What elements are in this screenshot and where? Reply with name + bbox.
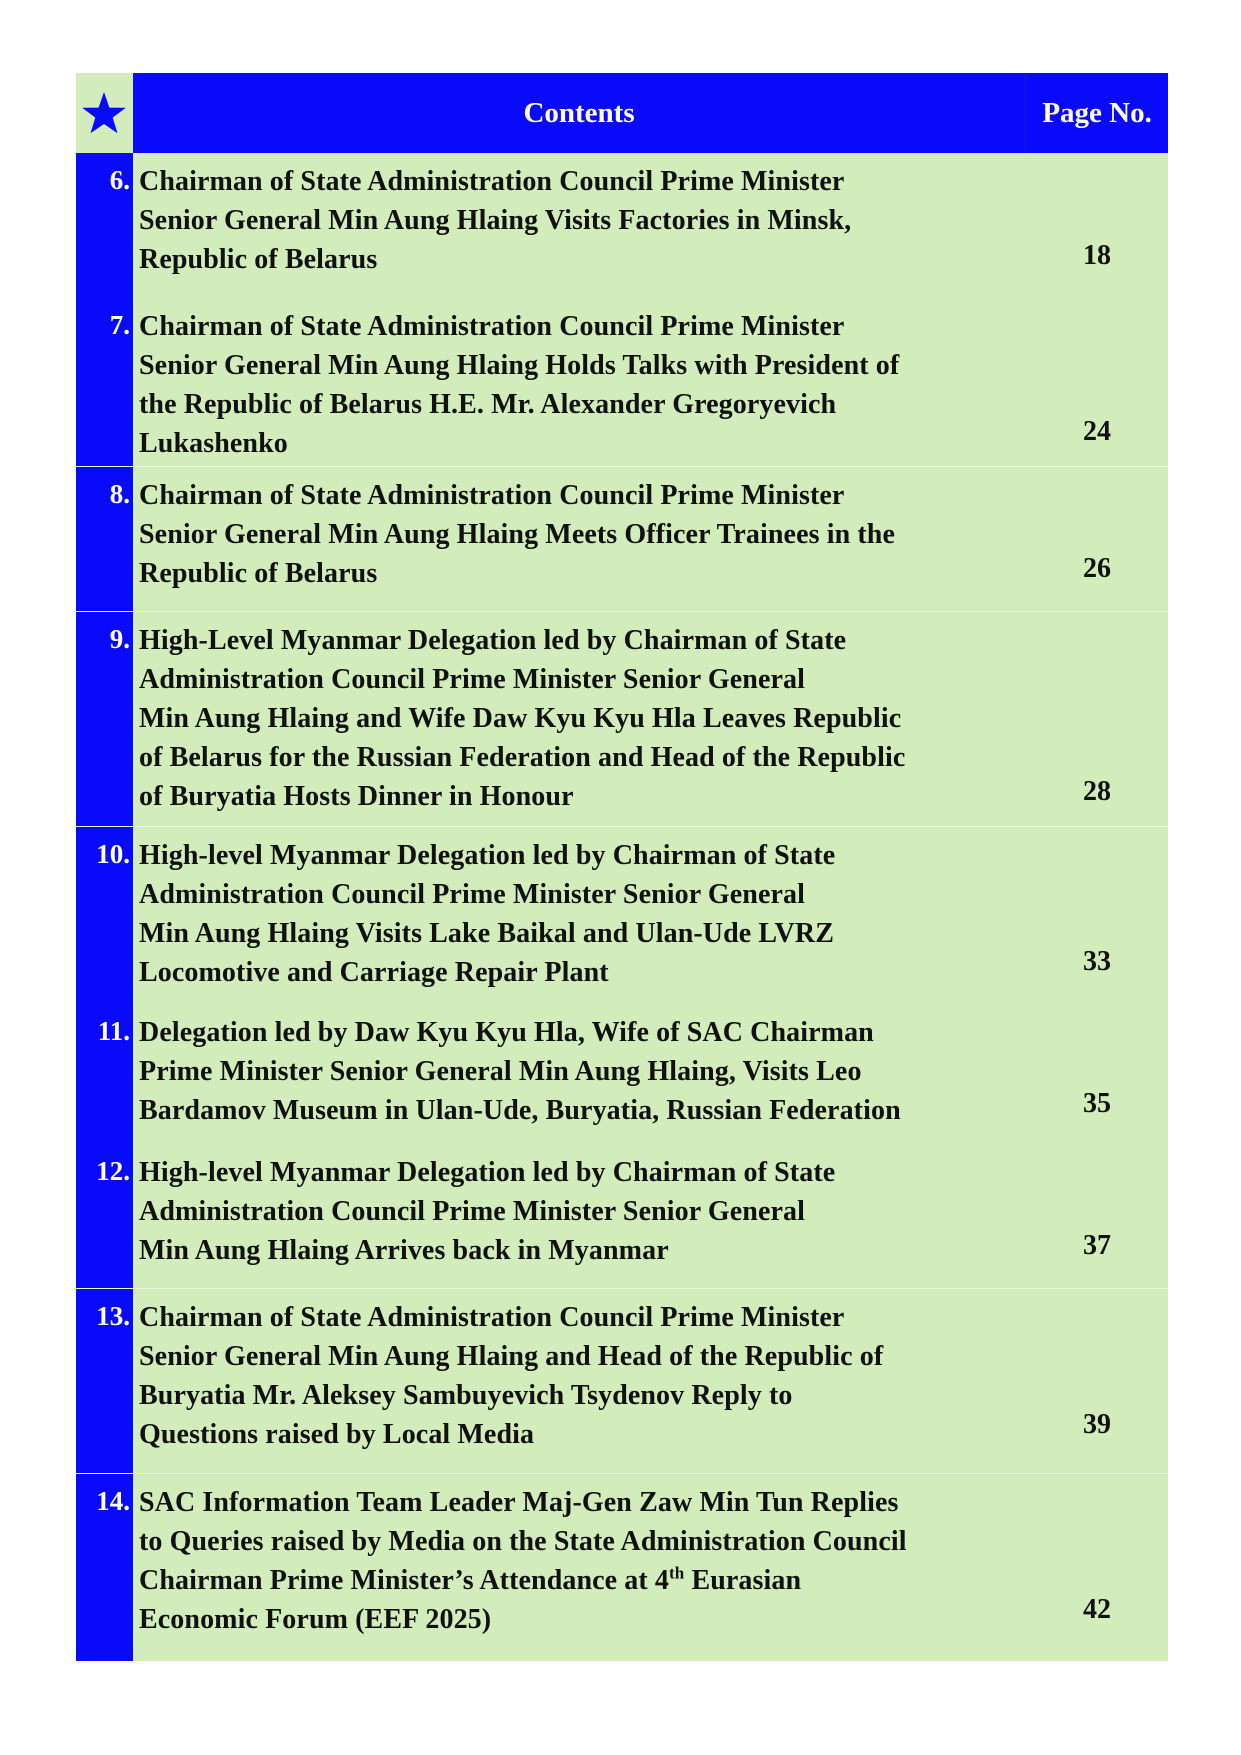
toc-entry[interactable] bbox=[76, 153, 1168, 298]
toc-entry[interactable] bbox=[76, 611, 1168, 826]
star-icon bbox=[80, 89, 128, 137]
contents-heading: Contents bbox=[133, 73, 1025, 153]
entry-number: 14. bbox=[76, 1474, 133, 1661]
entry-title: Chairman of State Administration Council Prime Minister Senior General Min Aung Hlaing Visits Factories in Minsk, Republic of Belarus bbox=[133, 153, 1026, 298]
toc-entry[interactable] bbox=[76, 298, 1168, 466]
entry-number: 10. bbox=[76, 827, 133, 1004]
entry-page: 26 bbox=[1026, 467, 1168, 611]
entry-page: 42 bbox=[1026, 1474, 1168, 1661]
entry-title: High-level Myanmar Delegation led by Chairman of State Administration Council Prime Minister Senior General Min Aung Hlaing Visits Lake Baikal and Ulan-Ude LVRZ Locomotive and Carriage Repair Plant bbox=[133, 827, 1026, 1004]
entry-page: 18 bbox=[1026, 153, 1168, 298]
entry-number: 6. bbox=[76, 153, 133, 298]
entry-title: Delegation led by Daw Kyu Kyu Hla, Wife of SAC Chairman Prime Minister Senior General Min Aung Hlaing, Visits Leo Bardamov Museum in Ulan-Ude, Buryatia, Russian Federation bbox=[133, 1004, 1026, 1144]
toc-entry[interactable] bbox=[76, 1473, 1168, 1661]
entry-title: High-level Myanmar Delegation led by Chairman of State Administration Council Prime Minister Senior General Min Aung Hlaing Arrives back in Myanmar bbox=[133, 1144, 1026, 1288]
entry-title: Chairman of State Administration Council Prime Minister Senior General Min Aung Hlaing and Head of the Republic of Buryatia Mr. Aleksey Sambuyevich Tsydenov Reply to Questions raised by Local Media bbox=[133, 1289, 1026, 1473]
toc-entry[interactable] bbox=[76, 1144, 1168, 1288]
entry-number: 12. bbox=[76, 1144, 133, 1288]
entry-number: 11. bbox=[76, 1004, 133, 1144]
toc-entry[interactable] bbox=[76, 466, 1168, 611]
entry-title: Chairman of State Administration Council Prime Minister Senior General Min Aung Hlaing Holds Talks with President of the Republic of Belarus H.E. Mr. Alexander Gregoryevich Lukashenko bbox=[133, 298, 1026, 466]
entry-title: Chairman of State Administration Council Prime Minister Senior General Min Aung Hlaing Meets Officer Trainees in the Republic of Belarus bbox=[133, 467, 1026, 611]
entry-number: 9. bbox=[76, 612, 133, 826]
entry-number: 8. bbox=[76, 467, 133, 611]
entry-title: High-Level Myanmar Delegation led by Chairman of State Administration Council Prime Minister Senior General Min Aung Hlaing and Wife Daw Kyu Kyu Hla Leaves Republic of Belarus for the Russian Federation and Head of the Republic of Buryatia Hosts Dinner in Honour bbox=[133, 612, 1026, 826]
page-number-heading: Page No. bbox=[1025, 73, 1168, 153]
entry-page: 33 bbox=[1026, 827, 1168, 1004]
toc-header bbox=[76, 73, 1168, 153]
toc-entry[interactable] bbox=[76, 826, 1168, 1004]
toc-entry[interactable] bbox=[76, 1288, 1168, 1473]
entry-number: 7. bbox=[76, 298, 133, 466]
entry-page: 37 bbox=[1026, 1144, 1168, 1288]
entry-page: 39 bbox=[1026, 1289, 1168, 1473]
header-icon-cell bbox=[76, 73, 133, 153]
entry-page: 24 bbox=[1026, 298, 1168, 466]
table-of-contents bbox=[76, 73, 1168, 1661]
entry-page: 28 bbox=[1026, 612, 1168, 826]
entry-title: SAC Information Team Leader Maj-Gen Zaw Min Tun Replies to Queries raised by Media on the State Administration Council Chairman Prime Minister’s Attendance at 4th Eurasian Economic Forum (EEF 2025) bbox=[133, 1474, 1026, 1661]
toc-entry[interactable] bbox=[76, 1004, 1168, 1144]
entry-number: 13. bbox=[76, 1289, 133, 1473]
entry-page: 35 bbox=[1026, 1004, 1168, 1144]
